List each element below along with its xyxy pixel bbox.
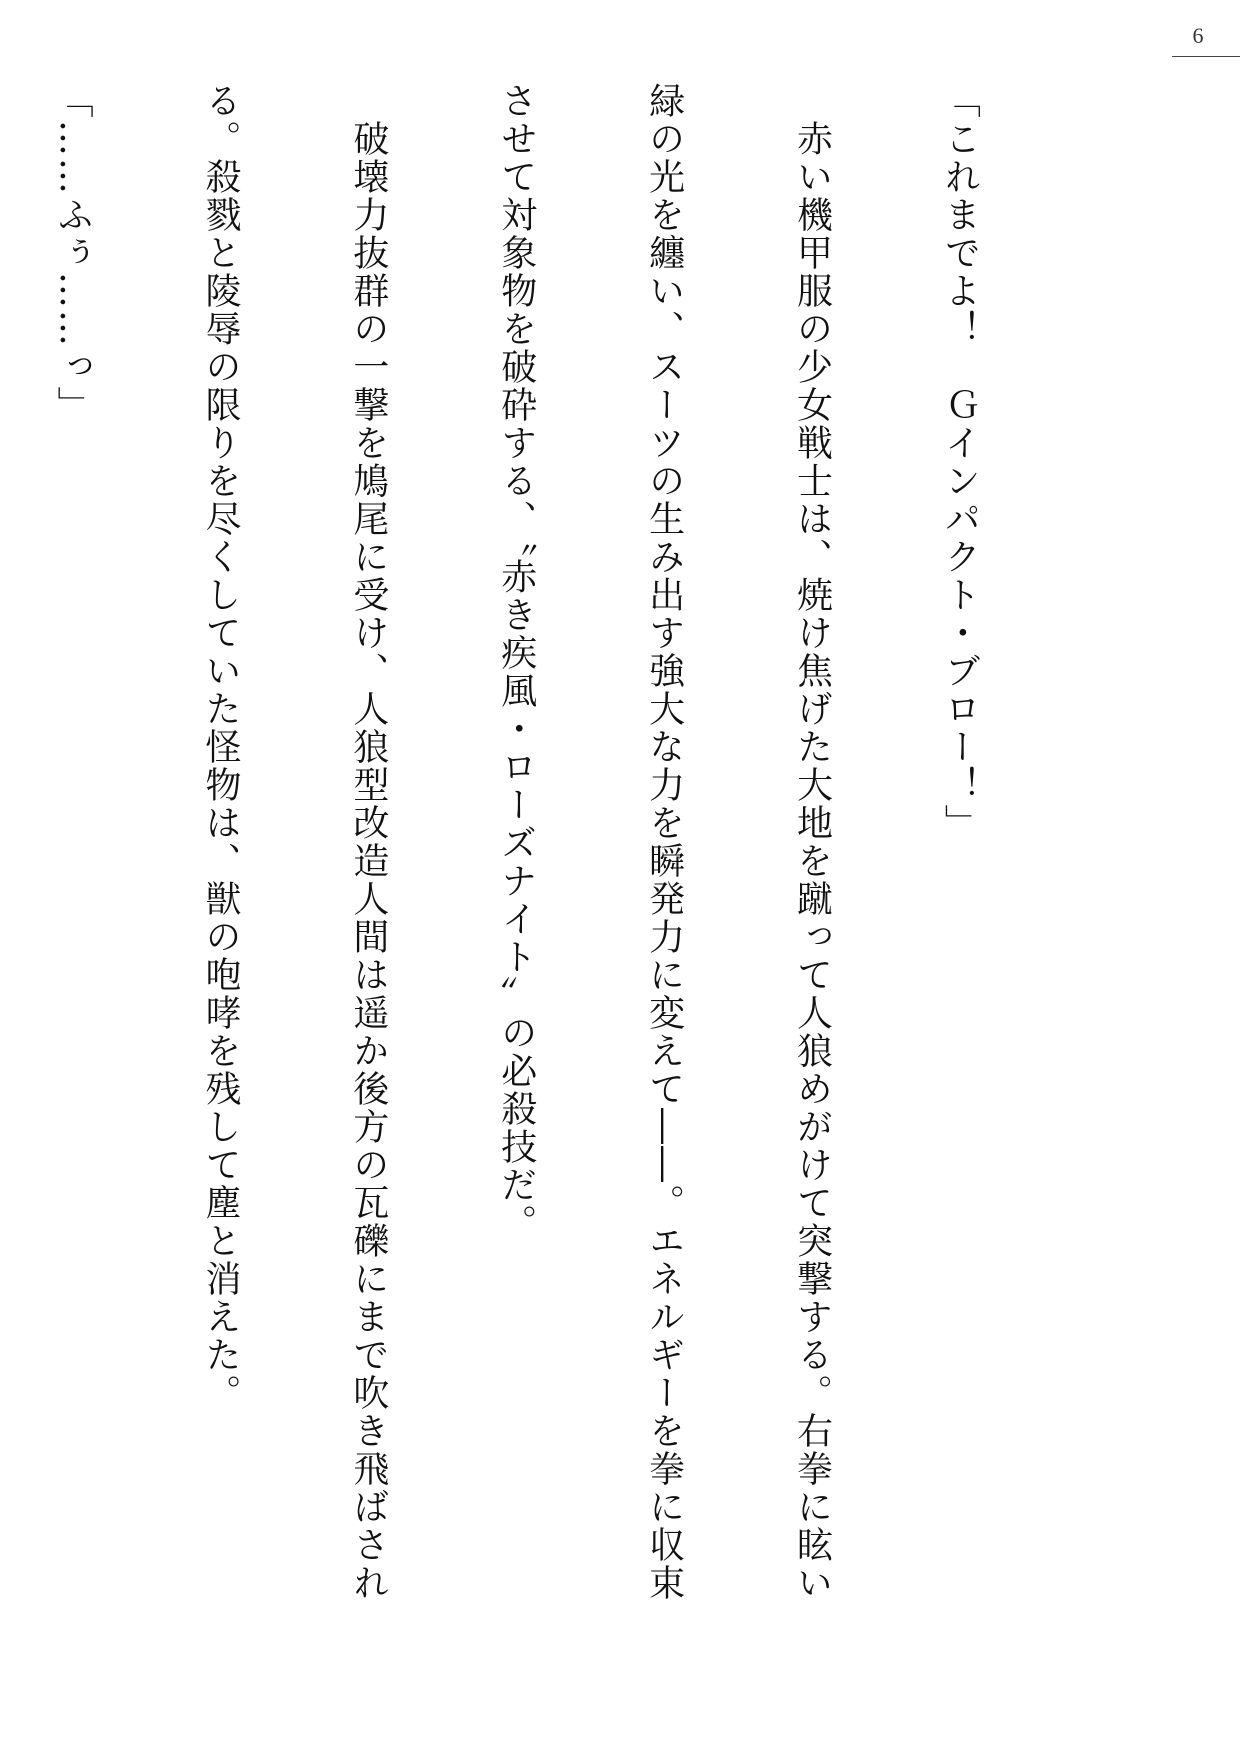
text-line: 破壊力抜群の一撃を鳩尾に受け、人狼型改造人間は遥か後方の瓦礫にまで吹き飛ばされ	[347, 82, 389, 1602]
page-number: 6	[1192, 23, 1204, 48]
text-line: 「これまでよ！ Ｇインパクト・ブロー！」	[939, 82, 981, 842]
text-line: 赤い機甲服の少女戦士は、焼け焦げた大地を蹴って人狼めがけて突撃する。右拳に眩い	[791, 82, 833, 1602]
header-rule	[1172, 56, 1240, 57]
text-line: 緑の光を纏い、スーツの生み出す強大な力を瞬発力に変えて――。エネルギーを拳に収束	[643, 82, 685, 1602]
text-line: る。殺戮と陵辱の限りを尽くしていた怪物は、獣の咆哮を残して塵と消えた。	[199, 82, 241, 1412]
text-line: 「……ふぅ……っ」	[52, 82, 94, 424]
text-line: させて対象物を破砕する、〝赤き疾風・ローズナイト〟の必殺技だ。	[495, 82, 537, 1242]
novel-text-block	[0, 82, 1083, 1732]
